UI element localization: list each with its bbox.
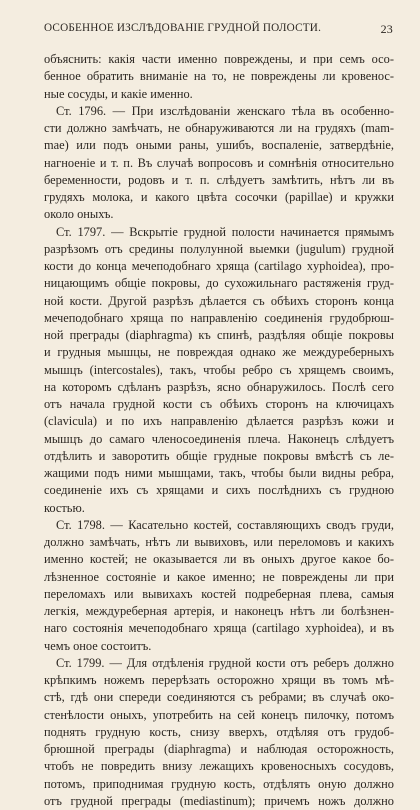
text-line: бенное обратить вниманіе на то, не повреждены ли кровенос-: [44, 69, 394, 84]
text-line: должно замѣчать, нѣтъ ли вывиховъ, или переломовъ и какихъ: [44, 535, 394, 549]
text-line: отъ начала грудной кости съ обѣихъ сторонъ на ключицахъ: [44, 397, 394, 411]
text-line: на которомъ сдѣланъ разрѣзъ, ясно обнаружилось. Послѣ сего: [44, 379, 394, 394]
text-line: ницающимъ общіе покровы, до сухожильнаго растяженія груд-: [44, 276, 394, 291]
text-line: потомъ, приподнимая грудную кость, отдѣлять оную должно: [44, 776, 394, 791]
text-line: беременности, родовъ и т. п. слѣдуетъ замѣтить, нѣтъ ли въ: [44, 172, 394, 187]
text-line: крѣпкимъ ножемъ перерѣзать осторожно хрящи въ томъ мѣ-: [44, 673, 394, 687]
text-line: сти должно замѣчать, не обнаруживаются ли на грудяхъ (mam-: [44, 121, 394, 135]
text-line: нагноеніе и т. п. Въ случаѣ вопросовъ и сомнѣнія относительно: [44, 155, 394, 170]
text-line: около оныхъ.: [44, 207, 114, 222]
text-line: костью.: [44, 500, 85, 515]
text-line: мышцъ до самаго членосоединенія плеча. Наконецъ слѣдуетъ: [44, 431, 394, 446]
body-text: [44, 51, 394, 810]
text-line: грудяхъ молока, и какого цвѣта сосочки (papillae) и кружки: [44, 190, 394, 204]
text-line: именно костей; не оказывается ли въ оныхъ другое какое бо-: [44, 552, 394, 567]
text-line: мышцъ (intercostales), такъ, чтобы ребро съ хрящемъ своимъ,: [44, 362, 394, 377]
text-line: Ст. 1797. — Вскрытіе грудной полости начинается прямымъ: [56, 224, 394, 239]
text-line: лѣзненное состояніе и какое именно; не повреждены ли при: [44, 569, 394, 584]
text-line: легкія, междуреберная артерія, и наконецъ нѣтъ ли болѣзнен-: [44, 604, 394, 618]
text-line: mae) или подъ оными раны, ушибъ, воспаленіе, затвердѣніе,: [44, 138, 394, 153]
text-line: отдѣлить и заворотить общіе грудные покровы вмѣстѣ съ ле-: [44, 448, 394, 463]
text-line: чемъ оное состоитъ.: [44, 638, 152, 653]
text-line: ной преграды (diaphragma) къ спинѣ, раздѣляя общіе покровы: [44, 328, 394, 342]
text-line: отъ грудной преграды (mediastinum); причемъ ножъ должно: [44, 793, 394, 808]
text-line: стенѣлости оныхъ, употребить на сей конецъ пилочку, потомъ: [44, 707, 394, 722]
text-line: и грудныя мышцы, не повреждая однако же междуреберныхъ: [44, 345, 394, 360]
text-line: кости до конца мечеподобнаго хряща (cartilago xyphoidea), про-: [44, 259, 394, 273]
header-title: ОСОБЕННОЕ ИЗСЛѢДОВАНІЕ ГРУДНОЙ ПОЛОСТИ.: [44, 22, 322, 34]
text-line: ной кости. Другой разрѣзъ дѣлается съ обѣихъ сторонъ конца: [44, 293, 394, 308]
text-line: Ст. 1796. — При изслѣдованіи женскаго тѣла въ особенно-: [56, 103, 394, 118]
running-header: [44, 22, 393, 38]
text-line: переломахъ или вывихахъ костей подреберная плева, самыя: [44, 586, 394, 601]
text-line: брюшной преграды (diaphragma) и наблюдая осторожность,: [44, 742, 394, 756]
text-line: наго состоянія мечеподобнаго хряща (cartilago xyphoidea), и въ: [44, 621, 394, 636]
text-line: Ст. 1799. — Для отдѣленія грудной кости отъ реберъ должно: [56, 655, 394, 670]
text-line: ные сосуды, и какіе именно.: [44, 86, 193, 101]
page-number: 23: [380, 22, 393, 36]
text-line: мечеподобнаго хряща по направленію соединенія грудобрюш-: [44, 310, 394, 325]
text-line: объяснить: какія части именно повреждены, и при семъ осо-: [44, 52, 394, 66]
text-line: поднять грудную кость, снизу вверхъ, отдѣляя отъ грудоб-: [44, 724, 394, 739]
text-line: разрѣзомъ отъ средины полулунной выемки (jugulum) грудной: [44, 241, 394, 256]
text-line: стѣ, гдѣ они спереди соединяются съ ребрами; въ случаѣ око-: [44, 690, 394, 705]
text-line: чтобъ не повредить внизу лежащихъ кровеносныхъ сосудовъ,: [44, 759, 394, 774]
text-line: (clavicula) и по ихъ направленію дѣлается разрѣзъ кожи и: [44, 414, 394, 429]
text-line: Ст. 1798. — Касательно костей, составляющихъ сводъ груди,: [56, 517, 394, 532]
text-line: жащими подъ ними мышцами, такъ, чтобы были видны ребра,: [44, 466, 394, 480]
text-line: соединеніе ихъ съ хрящами и сихъ послѣднихъ съ грудною: [44, 483, 394, 498]
